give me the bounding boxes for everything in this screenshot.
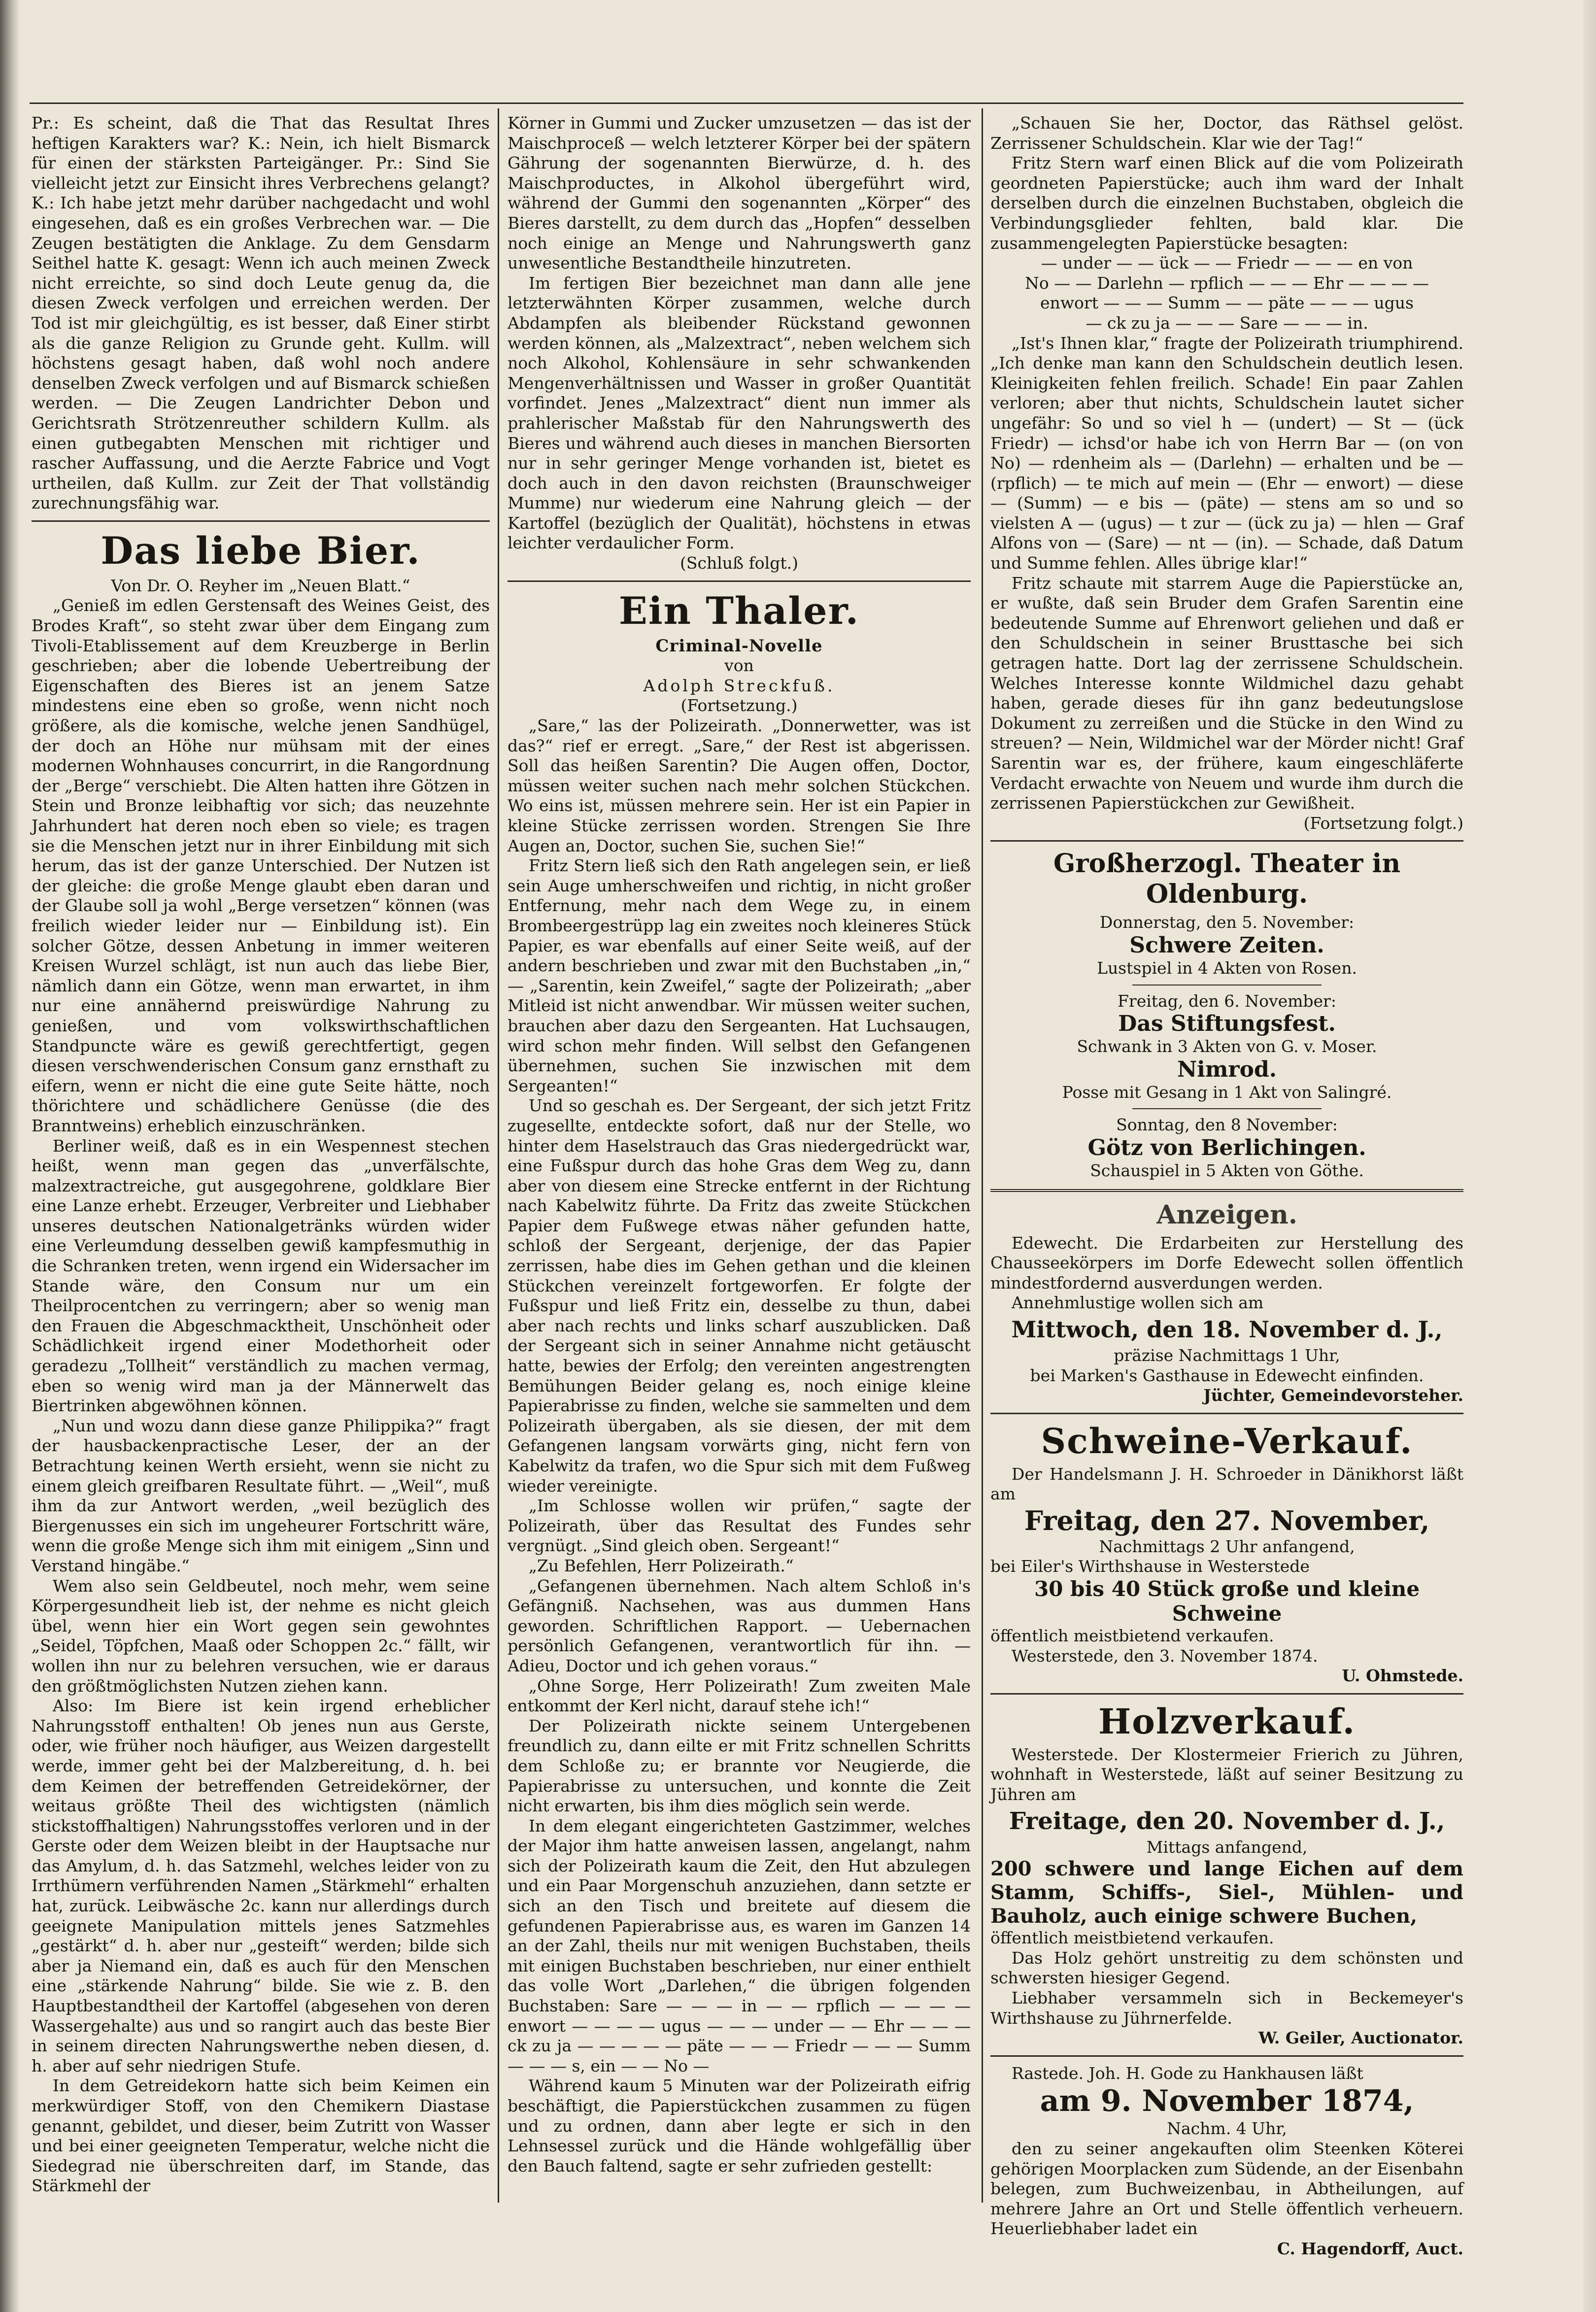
theater-play: Schwere Zeiten. [1129, 932, 1324, 958]
column-divider [498, 108, 499, 2203]
paragraph: In dem elegant eingerichteten Gastzimmer, welches der Major ihm hatte anweisen lassen, angelangt, nahm sich der Polizeirath kaum die Zeit, den Hut abzulegen und ein Paar Morgenschuh anzuziehen, dann setzte er sich an den Tisch und breitete auf diesem die gefundenen Papierabrisse aus, es waren im Ganzen 14 an der Zahl, theils nur mit wenigen Buchstaben, theils mit einigen Buchstaben beschrieben, nur einer enthielt das volle Wort „Darlehen,“ die übrigen folgenden Buchstaben: Sare — — — in — — rpflich — — — — enwort — — — — ugus — — — under — — Ehr — — — ck zu ja — — — — — päte — — — Friedr — — — Summ — — — s, ein — — No — [508, 1816, 971, 2075]
paragraph: „Nun und wozu dann diese ganze Philippika?“ fragt der hausbackenpractische Leser, der an der Betrachtung keinen Werth ersieht, wenn sie nicht zu einem gleich greifbaren Resultate führt. — „Weil“, muß ihm da zur Antwort werden, „weil bezüglich des Biergenusses ein sich im ungeheurer Fortschritt wäre, wenn die große Menge sich ihm mit einigem „Sinn und Verstand hingäbe.“ [32, 1416, 490, 1575]
article-title: Das liebe Bier. [101, 528, 421, 573]
ad-title: Holzverkauf. [1098, 1700, 1356, 1742]
novel-title: Ein Thaler. [618, 588, 860, 633]
theater-desc: Schwank in 3 Akten von G. v. Moser. [1077, 1037, 1377, 1056]
article-byline: Von Dr. O. Reyher im „Neuen Blatt.“ [111, 576, 410, 595]
ad-text: Das Holz gehört unstreitig zu dem schönsten und schwersten hiesiger Gegend. [990, 1948, 1463, 1988]
paragraph: „Genieß im edlen Gerstensaft des Weines Geist, des Brodes Kraft“, so steht zwar über dem Eingang zum Tivoli-Etablissement auf dem Kreuzberge in Berlin geschrieben; aber die lobende Uebertreibung der Eigenschaften des Bieres ist an jenem Satze mindestens eine eben so große, wenn nicht noch größere, als die komische, welche jenen Sandhügel, der doch an Höhe nur mühsam mit der eines modernen Wohnhauses concurrirt, in die Rangordnung der „Berge“ verschiebt. Die Alten hatten ihre Götzen in Stein und Bronze leibhaftig vor sich; das neuzehnte Jahrhundert hat deren noch eben so viele; es tragen sie die Menschen jetzt nur in ihrer Einbildung mit sich herum, das ist der ganze Unterschied. Der Nutzen ist der gleiche: die große Menge glaubt eben daran und der Glaube soll ja wohl „Berge versetzen“ können (was freilich wieder leider nur — Einbildung ist). Ein solcher Götze, dessen Anbetung in immer weiteren Kreisen Wurzel schlägt, ist nun auch das liebe Bier, nämlich dann ein Götze, wenn man erwartet, in ihm nur eine annähernd preiswürdige Nahrung zu genießen, und vom volkswirthschaftlichen Standpuncte wäre es gewiß gerechtfertigt, gegen diesen verschwenderischen Consum ganz ernsthaft zu eifern, wenn er nicht die eine gute Seite hätte, noch thörichtere und schädlichere Genüsse (die des Branntweins) erheblich einzuschränken. [32, 596, 490, 1135]
paragraph: „Ist's Ihnen klar,“ fragte der Polizeirath triumphirend. „Ich denke man kann den Schuldschein deutlich lesen. Kleinigkeiten fehlen freilich. Schade! Ein paar Zahlen verloren; aber thut nichts, Schuldschein lautet sicher ungefähr: So und so viel h — (undert) — St — (ück Friedr) — ichsd'or habe ich von Herrn Bar — (on von No) — rdenheim als — (Darlehn) — erhalten und be — (rpflich) — te mich auf mein — (Ehr — enwort) — diese — (Summ) — e bis — (päte) — stens am so und so vielsten A — (ugus) — t zur — (ück zu ja) — hlen — Graf Alfons von — (Sare) — nt — (in). — Schade, daß Datum und Summe fehlen. Alles übrige klar!“ [990, 333, 1463, 573]
ad-date: Mittwoch, den 18. November d. J., [1011, 1316, 1443, 1343]
theater-desc: Schauspiel in 5 Akten von Göthe. [1090, 1160, 1364, 1180]
paragraph: Der Polizeirath nickte seinem Untergebenen freundlich zu, dann eilte er mit Fritz schnellen Schritts dem Schloße zu; er brannte vor Neugierde, die Papierabrisse zu untersuchen, und konnte die Zeit nicht erwarten, bis ihm dies möglich sein werde. [508, 1716, 971, 1816]
section-rule [990, 2055, 1463, 2057]
paragraph: Also: Im Biere ist kein irgend erheblicher Nahrungsstoff enthalten! Ob jenes nun aus Gerste, oder, wie früher noch häufiger, aus Weizen dargestellt werde, immer geht bei der Malzbereitung, d. h. bei dem Keimen der betreffenden Getreidekörner, der weitaus größte Theil des wichtigsten (nämlich stickstoffhaltigen) Nahrungsstoffes verloren und in der Gerste oder dem Weizen bleibt in der Hauptsache nur das Amylum, d. h. das Satzmehl, welches leider von zu Irrthümern verführenden Namen „Stärkmehl“ erhalten hat, zurück. Leibwäsche 2c. kann nur allerdings durch geeignete Manipulation mittels jenes Satzmehles „gestärkt“ d. h. aber nur „gesteift“ werden; bilde sich aber ja Niemand ein, daß es auch für den Menschen eine „stärkende Nahrung“ bilde. Sie wie z. B. den Hauptbestandtheil der Kartoffel (abgesehen von deren Wassergehalte) aus und so rangirt auch das beste Bier in seinem directen Nahrungswerthe neben diesen, d. h. aber auf sehr niedrigen Stufe. [32, 1696, 490, 2075]
ad-signature: C. Hagendorff, Auct. [1277, 2239, 1463, 2258]
paragraph: Fritz schaute mit starrem Auge die Papierstücke an, er wußte, daß sein Bruder dem Grafen Sarentin eine bedeutende Summe auf Ehrenwort geliehen und daß er den Schuldschein in seiner Brusttasche bei sich getragen hatte. Dort lag der zerrissene Schuldschein. Welches Interesse konnte Wildmichel dazu gehabt haben, gerade dieses für ihn ganz bedeutungslose Dokument zu zerreißen und die Stücke in den Wind zu streuen? — Nein, Wildmichel war der Mörder nicht! Graf Sarentin war es, der frühere, kaum eingeschläferte Verdacht erwachte von Neuem und wurde ihm durch die zerrissenen Papierstückchen zur Gewißheit. [990, 573, 1463, 813]
small-rule [1132, 985, 1322, 986]
ad-time: Nachmittags 2 Uhr anfangend, [1099, 1536, 1355, 1556]
ad-date: Freitage, den 20. November d. J., [1009, 1807, 1445, 1835]
ad-time: Mittags anfangend, [1146, 1837, 1308, 1857]
paragraph: „Ohne Sorge, Herr Polizeirath! Zum zweiten Male entkommt der Kerl nicht, darauf stehe ich!“ [508, 1676, 971, 1716]
fragment-line: enwort — — — Summ — — päte — — — ugus [1040, 293, 1414, 313]
scan-binding-shadow [0, 0, 20, 2312]
paragraph: „Zu Befehlen, Herr Polizeirath.“ [528, 1556, 794, 1575]
theater-date: Donnerstag, den 5. November: [1099, 913, 1355, 932]
column-middle [508, 113, 971, 2176]
ad-date: am 9. November 1874, [1040, 2084, 1414, 2119]
paragraph: Im fertigen Bier bezeichnet man dann alle jene letzterwähnten Körper zusammen, welche durch Abdampfen als bleibender Rückstand gewonnen werden können, als „Malzextract“, neben welchem sich noch Alkohol, Kohlensäure in sehr schwankenden Mengenverhältnissen und Wasser in großer Quantität vorfindet. Jenes „Malzextract“ dient nun immer als prahlerischer Maßstab für den Nahrungswerth des Bieres und während auch dieses in manchen Biersorten nur in sehr geringer Menge vorhanden ist, bietet es doch auch in den davon reichsten (Braunschweiger Mumme) nur wiederum eine Nahrung gleich — der Kartoffel (bezüglich der Qualität), höchstens in etwas leichter verdaulicher Form. [508, 273, 971, 553]
theater-desc: Posse mit Gesang in 1 Akt von Salingré. [1062, 1082, 1392, 1102]
ad-text: Der Handelsmann J. H. Schroeder in Dänikhorst läßt am [990, 1464, 1463, 1504]
ad-date: Freitag, den 27. November, [1024, 1504, 1430, 1536]
small-rule [1132, 1108, 1322, 1109]
theater-date: Freitag, den 6. November: [1118, 991, 1336, 1011]
paragraph: Und so geschah es. Der Sergeant, der sich jetzt Fritz zugesellte, entdeckte sofort, daß nur der Stelle, wo hinter dem Haselstrauch das Gras niedergedrückt war, eine Fußspur durch das hohe Gras dem Weg zu, dann aber von diesem eine Strecke entfernt in der Richtung nach Kabelwitz führte. Da Fritz das zweite Stückchen Papier dem Fußwege etwas näher gefunden hatte, schloß der Sergeant, derjenige, der das Papier zerrissen, habe dies im Gehen gethan und die kleinen Stückchen vereinzelt fortgeworfen. Er folgte der Fußspur und ließ Fritz ein, desselbe zu thun, dabei aber nach rechts und links scharf auszublicken. Daß der Sergeant sich in seiner Annahme nicht getäuscht hatte, bewies der Erfolg; den vereinten angestrengten Bemühungen Beider gelang es, noch einige kleine Papierabrisse zu finden, welche sie sammelten und dem Polizeirath übergaben, als sie diesen, der mit dem Gefangenen langsam vorwärts ging, nicht fern von Kabelwitz da trafen, wo die Spur sich mit dem Fußweg wieder vereinigte. [508, 1096, 971, 1496]
article-text: Pr.: Es scheint, daß die That das Resultat Ihres heftigen Karakters war? K.: Nein, ich hielt Bismarck für einen der stärksten Parteigänger. Pr.: Sind Sie vielleicht jetzt zur Einsicht ihres Verbrechens gelangt? K.: Ich habe jetzt mehr darüber nachgedacht und wohl eingesehen, daß es ein großes Verbrechen war. — Die Zeugen bestätigten die Anklage. Zu dem Gensdarm Seithel hatte K. gesagt: Wenn ich auch meinen Zweck nicht erreichte, so sind doch Leute genug da, die diesen Zweck verfolgen und erreichen werden. Der Tod ist mir gleichgültig, es ist besser, daß Einer stirbt als die ganze Religion zu Grunde geht. Kullm. will höchstens gesagt haben, daß wohl noch andere denselben Zweck verfolgen und auf Bismarck schießen werden. — Die Zeugen Landrichter Debon und Gerichtsrath Strötzenreuther schildern Kullm. als einen gutbegabten Menschen mit richtiger und rascher Auffassung, und die Aerzte Fabrice und Vogt urtheilen, daß Kullm. zur Zeit der That vollständig zurechnungsfähig war. [32, 113, 490, 513]
ad-time: Nachm. 4 Uhr, [1167, 2119, 1287, 2139]
theater-play: Das Stiftungsfest. [1118, 1011, 1336, 1037]
paragraph: „Gefangenen übernehmen. Nach altem Schloß in's Gefängniß. Nachsehen, was aus dummen Hans geworden. Schriftlichen Rapport. — Uebernachen persönlich Gefangenen, verantwortlich für ihn. — Adieu, Doctor und ich gehen voraus.“ [508, 1576, 971, 1675]
ad-place: bei Marken's Gasthause in Edewecht einfinden. [1030, 1365, 1424, 1385]
continuation-note: (Schluß folgt.) [680, 553, 798, 573]
theater-play: Nimrod. [1177, 1056, 1277, 1082]
section-rule [508, 580, 971, 582]
paragraph: Körner in Gummi und Zucker umzusetzen — das ist der Maischproceß — welch letzterer Körper bei der spätern Gährung der sogenannten Bierwürze, d. h. des Maischproductes, in Alkohol übergeführt wird, während der Gummi den sogenannten „Körper“ des Bieres darstellt, zu dem durch das „Hopfen“ desselben noch einige an Menge und Nahrungswerth ganz unwesentliche Bestandtheile hinzutreten. [508, 113, 971, 273]
section-rule [990, 1189, 1463, 1192]
paragraph: „Im Schlosse wollen wir prüfen,“ sagte der Polizeirath, über das Resultat des Fundes sehr vergnügt. „Sind gleich oben. Sergeant!“ [508, 1496, 971, 1556]
ad-signature: U. Ohmstede. [1342, 1666, 1463, 1686]
novel-author: Adolph Streckfuß. [643, 676, 835, 695]
paragraph: Fritz Stern warf einen Blick auf die vom Polizeirath geordneten Papierstücke; auch ihm ward der Inhalt derselben durch die einzelnen Buchstaben, obgleich die Verbindungsglieder fehlten, bald klar. Die zusammengelegten Papierstücke besagten: [990, 153, 1463, 253]
novel-continuation: (Fortsetzung.) [680, 696, 798, 715]
paragraph: Berliner weiß, daß es in ein Wespennest stechen heißt, wenn man gegen das „unverfälschte, malzextractreiche, gut ausgegohrene, goldklare Bier eine Lanze erhebt. Erzeuger, Verbreiter und Liebhaber unseres deutschen Nationalgetränks würden wider eine Verleumdung desselben gewiß kampfesmuthig in die Schranken treten, wenn irgend ein Widersacher im Stande wäre, den Consum nur um ein Theilprocentchen zu verringern; aber so wenig man den Frauen die Abgeschmacktheit, Unschönheit oder Schädlichkeit irgend einer Modethorheit oder geradezu „Tollheit“ verständlich zu machen vermag, eben so wenig wird man ja der Männerwelt das Biertrinken abgewöhnen können. [32, 1136, 490, 1416]
theater-date: Sonntag, den 8 November: [1116, 1115, 1338, 1135]
ad-title: Schweine-Verkauf. [1041, 1420, 1413, 1462]
continuation-note: (Fortsetzung folgt.) [1303, 813, 1463, 833]
ad-text: öffentlich meistbietend verkaufen. [990, 1928, 1274, 1948]
ad-goods: 30 bis 40 Stück große und kleine Schweine [1034, 1577, 1420, 1626]
section-rule [32, 520, 490, 522]
novel-subtitle: Criminal-Novelle [655, 636, 823, 656]
column-left [32, 113, 490, 2196]
ad-text: den zu seiner angekauften olim Steenken Köterei gehörigen Moorplacken zum Südende, an der Eisenbahn belegen, zum Buchweizenbau, in Abtheilungen, auf mehrere Jahre an Ort und Stelle öffentlich verheuern. Heuerliebhaber ladet ein [990, 2139, 1463, 2239]
paragraph: Fritz Stern ließ sich den Rath angelegen sein, er ließ sein Auge umherschweifen und richtig, in nicht großer Entfernung, mehr nach dem Wege zu, in einem Brombeergestrüpp lag ein zweites noch kleineres Stück Papier, es war ebenfalls auf einer Seite weiß, auf der andern beschrieben und zwar mit den Buchstaben „in,“ — „Sarentin, kein Zweifel,“ sagte der Polizeirath; „aber Mitleid ist nicht anwendbar. Wir müssen weiter suchen, brauchen aber dazu den Sergeanten. Hat Luchsaugen, wird schon mehr finden. Will selbst den Gefangenen übernehmen, suchen Sie inzwischen mit dem Sergeanten!“ [508, 856, 971, 1095]
paragraph: Wem also sein Geldbeutel, noch mehr, wem seine Körpergesundheit lieb ist, der nehme es nicht gleich übel, wenn hier ein Wort gegen sein gewohntes „Seidel, Töpfchen, Maaß oder Schoppen 2c.“ fällt, wir wollen ihn nur zu belehren versuchen, wie er daraus den größtmöglichsten Nutzen ziehen kann. [32, 1576, 490, 1696]
fragment-line: No — — Darlehn — rpflich — — — Ehr — — — — [1025, 273, 1429, 293]
theater-desc: Lustspiel in 4 Akten von Rosen. [1097, 958, 1357, 978]
theater-title: Großherzogl. Theater in Oldenburg. [1053, 849, 1401, 910]
ad-time: präzise Nachmittags 1 Uhr, [1114, 1345, 1340, 1365]
ad-place: bei Eiler's Wirthshause in Westerstede [990, 1557, 1310, 1576]
ad-text: Rastede. Joh. H. Gode zu Hankhausen läßt [1011, 2063, 1363, 2083]
paragraph: Während kaum 5 Minuten war der Polizeirath eifrig beschäftigt, die Papierstückchen zusammen zu fügen und zu ordnen, dann aber legte er sich in den Lehnsessel zurück und die Hände wohlgefällig über den Bauch faltend, sagte er sehr zufrieden gestellt: [508, 2076, 971, 2176]
ad-text: Edewecht. Die Erdarbeiten zur Herstellung des Chausseekörpers im Dorfe Edewecht sollen öffentlich mindestfordernd ausverdungen werden. [990, 1233, 1463, 1292]
paragraph: In dem Getreidekorn hatte sich beim Keimen ein merkwürdiger Stoff, von den Chemikern Diastase genannt, gebildet, und dieser, beim Zutritt von Wasser und bei einer geeigneten Temperatur, welche nicht die Siedegrad nie überschreiten darf, im Stande, das Stärkmehl der [32, 2076, 490, 2196]
ad-signature: W. Geiler, Auctionator. [1258, 2028, 1463, 2048]
paragraph: „Sare,“ las der Polizeirath. „Donnerwetter, was ist das?“ rief er erregt. „Sare,“ der Rest ist abgerissen. Soll das heißen Sarentin? Die Augen offen, Doctor, müssen weiter suchen nach mehr solchen Stückchen. Wo eins ist, müssen mehrere sein. Her ist ein Papier in kleine Stücke zerrissen worden. Strengen Sie Ihre Augen an, Doctor, suchen Sie, suchen Sie!“ [508, 716, 971, 855]
fragment-line: — ck zu ja — — — Sare — — — in. [1086, 313, 1368, 333]
ad-goods: 200 schwere und lange Eichen auf dem Stamm, Schiffs-, Siel-, Mühlen- und Bauholz, auch einige schwere Buchen, [990, 1857, 1463, 1928]
theater-play: Götz von Berlichingen. [1087, 1135, 1366, 1160]
top-rule [30, 102, 1463, 104]
ad-text: öffentlich meistbietend verkaufen. [990, 1626, 1274, 1646]
novel-von: von [724, 656, 754, 676]
paragraph: „Schauen Sie her, Doctor, das Räthsel gelöst. Zerrissener Schuldschein. Klar wie der Tag!“ [990, 113, 1463, 153]
fragment-line: — under — — ück — — Friedr — — — en von [1041, 253, 1413, 273]
ad-dateline: Westerstede, den 3. November 1874. [1011, 1646, 1318, 1666]
section-rule [990, 1693, 1463, 1695]
scan-page-edge [1583, 0, 1596, 2312]
column-right [990, 113, 1463, 2259]
ad-signature: Jüchter, Gemeindevorsteher. [1203, 1386, 1463, 1405]
column-divider [982, 108, 983, 2203]
ad-text: Annehmlustige wollen sich am [1011, 1293, 1264, 1313]
ad-text: Westerstede. Der Klostermeier Frierich zu Jühren, wohnhaft in Westerstede, läßt auf seiner Besitzung zu Jühren am [990, 1744, 1463, 1804]
section-rule [990, 1413, 1463, 1414]
section-rule [990, 840, 1463, 842]
ads-title: Anzeigen. [1156, 1199, 1297, 1230]
ad-text: Liebhaber versammeln sich in Beckemeyer's Wirthshause zu Jührnerfelde. [990, 1988, 1463, 2028]
